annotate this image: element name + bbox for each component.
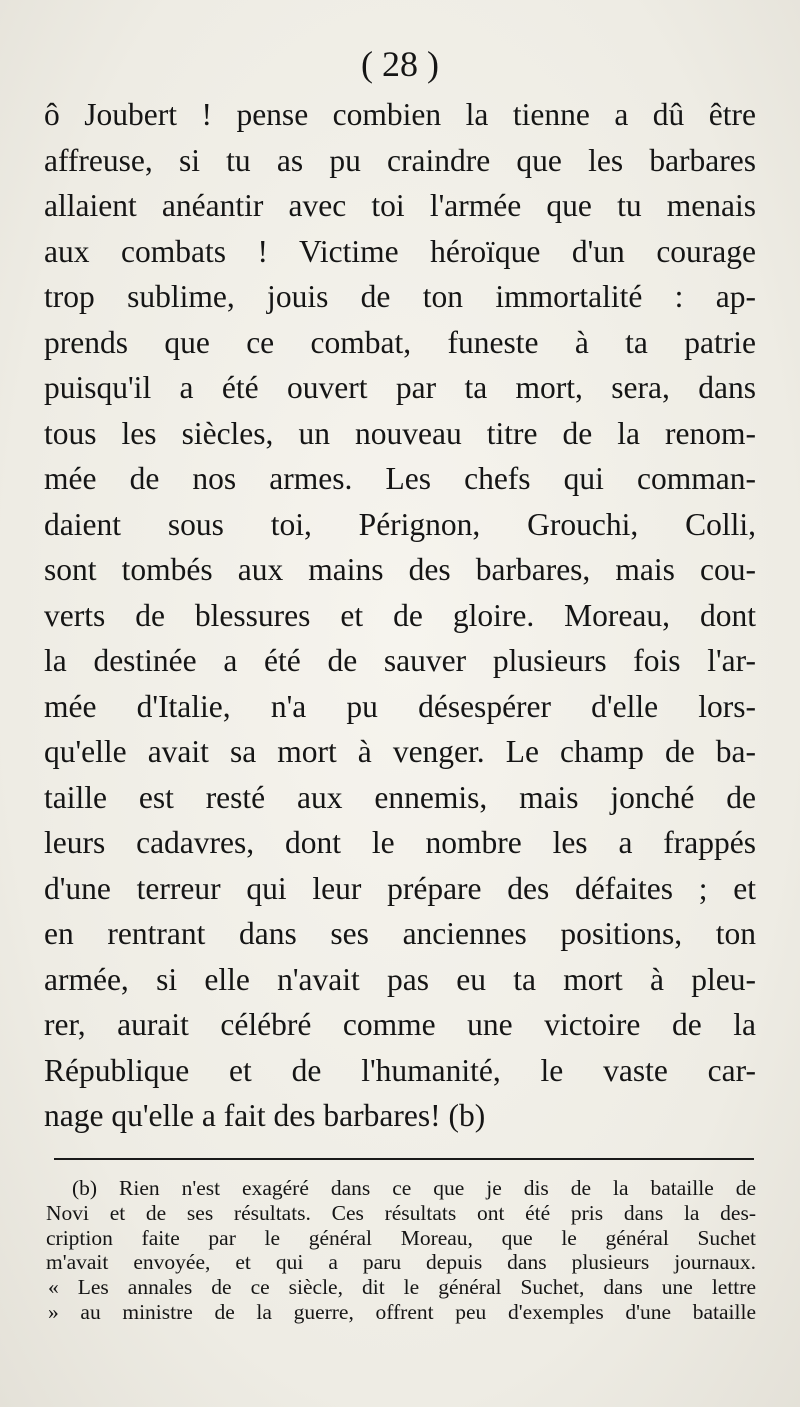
body-line: ô Joubert ! pense combien la tienne a dû être bbox=[44, 97, 756, 132]
body-line: rer, aurait célébré comme une victoire de la bbox=[44, 1007, 756, 1042]
footnote-line: cription faite par le général Moreau, que le général Suchet bbox=[46, 1225, 756, 1250]
body-line: allaient anéantir avec toi l'armée que tu menais bbox=[44, 188, 756, 223]
footnote-line: (b) Rien n'est exagéré dans ce que je dis de la bataille de bbox=[72, 1176, 756, 1200]
footnote-divider bbox=[54, 1158, 754, 1160]
body-line: armée, si elle n'avait pas eu ta mort à pleu- bbox=[44, 961, 756, 997]
footnote-line: m'avait envoyée, et qui a paru depuis dans plusieurs journaux. bbox=[46, 1250, 756, 1275]
body-line: trop sublime, jouis de ton immortalité : ap- bbox=[44, 279, 756, 314]
footnote bbox=[46, 1176, 756, 1325]
body-line: prends que ce combat, funeste à ta patrie bbox=[44, 324, 756, 360]
body-line: tous les siècles, un nouveau titre de la renom- bbox=[44, 415, 756, 451]
body-line: nage qu'elle a fait des barbares! (b) bbox=[44, 1098, 486, 1133]
body-line: verts de blessures et de gloire. Moreau, dont bbox=[44, 597, 756, 633]
body-line: qu'elle avait sa mort à venger. Le champ de ba- bbox=[44, 734, 756, 769]
footnote-line: Novi et de ses résultats. Ces résultats ont été pris dans la des- bbox=[46, 1200, 756, 1225]
body-line: mée de nos armes. Les chefs qui comman- bbox=[44, 461, 756, 496]
body-line: en rentrant dans ses anciennes positions, ton bbox=[44, 916, 756, 951]
body-line: aux combats ! Victime héroïque d'un courage bbox=[44, 233, 756, 269]
body-line: puisqu'il a été ouvert par ta mort, sera, dans bbox=[44, 370, 756, 405]
body-line: République et de l'humanité, le vaste car- bbox=[44, 1052, 756, 1088]
body-text bbox=[44, 92, 756, 1139]
body-line: taille est resté aux ennemis, mais jonché de bbox=[44, 779, 756, 815]
body-line: daient sous toi, Pérignon, Grouchi, Colli, bbox=[44, 506, 756, 542]
body-line: mée d'Italie, n'a pu désespérer d'elle lors- bbox=[44, 688, 756, 724]
page-number: ( 28 ) bbox=[361, 44, 439, 84]
footnote-line: « Les annales de ce siècle, dit le général Suchet, dans une lettre bbox=[48, 1275, 756, 1300]
footnote-line: » au ministre de la guerre, offrent peu d'exemples d'une bataille bbox=[48, 1299, 756, 1324]
body-line: affreuse, si tu as pu craindre que les barbares bbox=[44, 142, 756, 178]
body-line: sont tombés aux mains des barbares, mais cou- bbox=[44, 552, 756, 587]
body-line: la destinée a été de sauver plusieurs fois l'ar- bbox=[44, 643, 756, 678]
body-line: leurs cadavres, dont le nombre les a frappés bbox=[44, 825, 756, 860]
body-line: d'une terreur qui leur prépare des défaites ; et bbox=[44, 870, 756, 906]
